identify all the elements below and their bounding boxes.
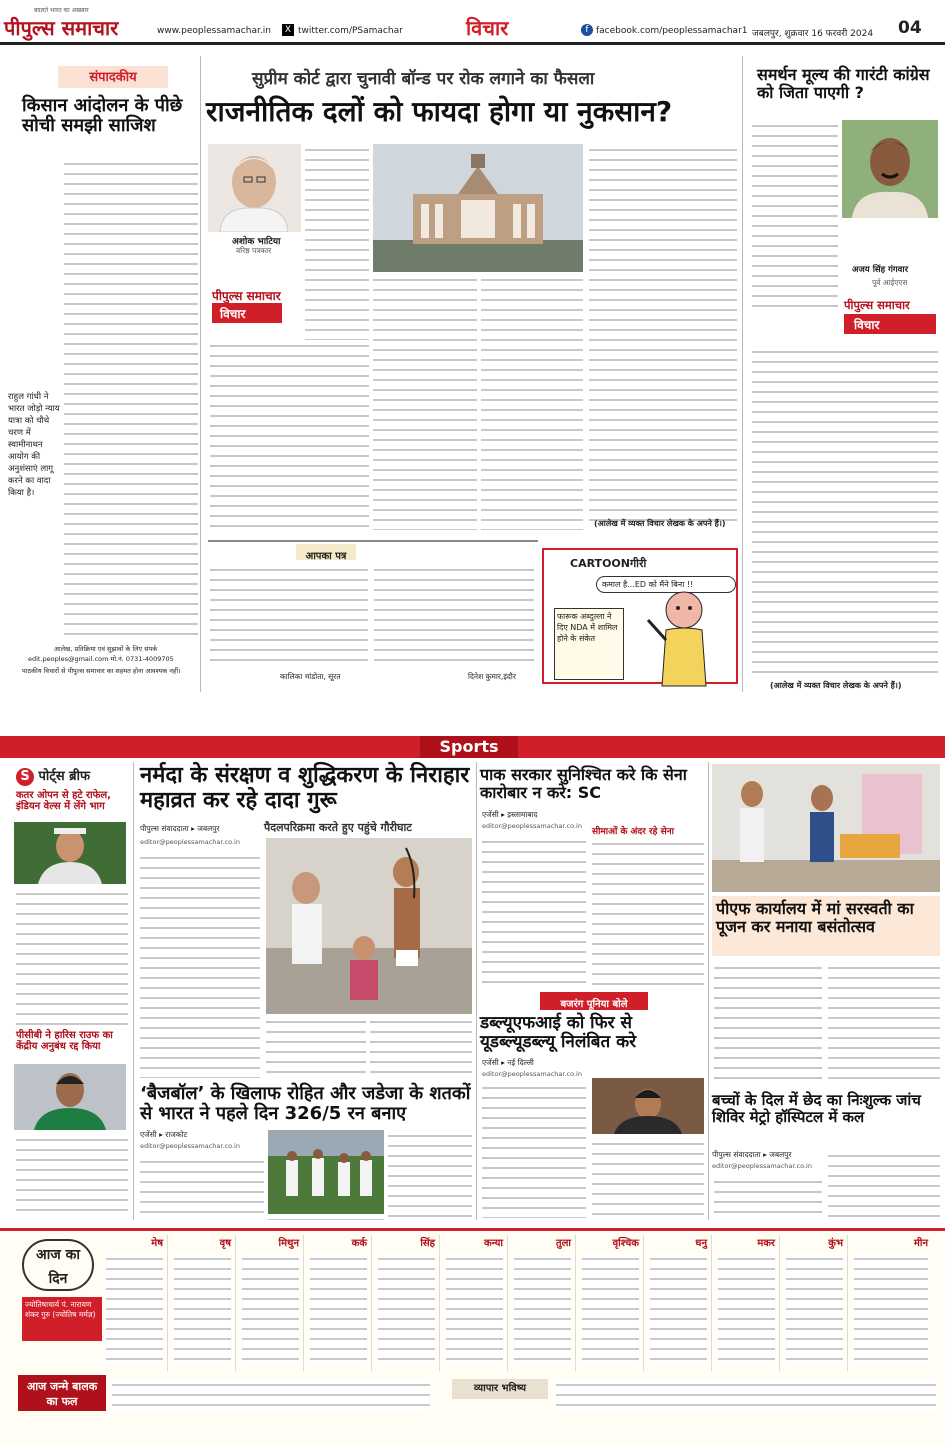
editorial-tag-text: संपादकीय [89,70,137,85]
zodiac-sign [104,1235,168,1371]
narmada-title: नर्मदा के संरक्षण व शुद्धिकरण के निराहार महाव्रत कर रहे दादा गुरू [140,763,470,813]
cartoon-figure [644,590,734,690]
right-author-photo [842,120,938,218]
bajrang-image [592,1078,704,1134]
editorial-contact[interactable]: edit.peoples@gmail.com मो.नं. 0731-4009705 [28,655,174,663]
narmada-col2 [266,1016,366,1078]
wfi-email[interactable]: editor@peoplessamachar.co.in [482,1070,582,1078]
lead-col4 [589,144,737,529]
pak-byline: एजेंसी ▸ इस्लामाबाद [482,810,538,819]
editorial-column [8,56,198,690]
zodiac-text [310,1253,367,1365]
zodiac-sign [172,1235,236,1371]
cartoon-title: CARTOONगीरी [570,557,647,570]
zodiac-label: मिथुन [278,1238,299,1249]
zodiac-label: कुंभ [828,1238,843,1249]
wfi-label: बजरंग पूनिया बोले [560,999,628,1010]
sports-brief-logo [16,766,90,786]
horoscope-title-box [22,1239,94,1291]
zodiac-label: कर्क [351,1238,367,1249]
brief-title: कतर ओपन से हटे राफेल, इंडियन वेल्स में लेंगे भाग [16,790,111,813]
right-body-top [752,120,838,310]
page-number: 04 [898,18,922,38]
cartoon-box [542,548,738,684]
facebook-icon: f [581,24,593,36]
twitter-icon: X [282,24,294,36]
narmada-byline-name: पीपुल्स संवाददाता [140,824,189,833]
pak-city: इस्लामाबाद [507,810,538,819]
zodiac-text [718,1253,775,1365]
nadal-image [14,822,126,884]
divider [708,762,709,1220]
cricket-image [268,1130,384,1214]
wfi-city: नई दिल्ली [507,1058,534,1067]
narmada-col3 [370,1016,472,1078]
zodiac-sign [648,1235,712,1371]
horoscope-lucky-text [112,1379,430,1411]
horoscope-author: ज्योतिषाचार्य पं. नारायण शंकर गुरु (ज्योतिष मर्मज्ञ) [22,1297,102,1341]
right-body-bottom [752,346,938,678]
zodiac-sign [580,1235,644,1371]
lead-col1 [305,144,369,340]
right-logo: पीपुल्स समाचार [844,298,910,312]
cricket-byline-name: एजेंसी [140,1130,157,1139]
supreme-court-photo [373,144,583,272]
sports-brief-label: पोर्ट्स ब्रीफ [38,769,90,784]
logo: पीपुल्स समाचार [4,16,119,40]
right-author-name: अजय सिंह गंगवार [852,265,909,275]
lead-author-name: अशोक भाटिया [232,237,281,247]
cricket-photo [268,1130,384,1214]
business-text [556,1379,936,1411]
letter-2 [374,564,534,668]
metro-col2 [828,1150,940,1218]
right-author-role: पूर्व आईएएस [872,278,908,287]
city-date: जबलपुर, शुक्रवार 16 फरवरी 2024 [752,29,874,39]
cricket-col1 [140,1156,264,1218]
lead-logo: पीपुल्स समाचार [212,289,281,303]
pak-title: पाक सरकार सुनिश्चित करे कि सेना कारोबार न करे: SC [480,765,687,802]
zodiac-text [514,1253,571,1365]
pcb-body [16,1134,128,1218]
lead-kicker: सुप्रीम कोर्ट द्वारा चुनावी बॉन्ड पर रोक लगाने का फैसला [252,69,595,89]
lead-col2 [373,274,477,530]
horoscope-strip [0,1228,945,1445]
pcb-title: पीसीबी ने हारिस राउफ का केंद्रीय अनुबंध रद्द किया [16,1030,113,1053]
narmada-byline: पीपुल्स संवाददाता ▸ जबलपुर [140,824,220,833]
lead-col1b [210,340,369,530]
zodiac-text [446,1253,503,1365]
narmada-image [266,838,472,1014]
lead-logo-box [206,285,304,327]
zodiac-sign [376,1235,440,1371]
editorial-title: किसान आंदोलन के पीछे सोची समझी साजिश [22,95,183,137]
wfi-byline-name: एजेंसी [482,1058,499,1067]
letters-title: आपका पत्र [305,551,347,562]
narmada-city: जबलपुर [197,824,220,833]
cartoon-speech: कमाल है...ED को मैंने बिना !! [596,576,736,593]
pak-col2 [592,838,704,986]
sports-band [0,736,945,758]
wfi-title: डब्ल्यूएफआई को फिर से यूडब्ल्यूडब्ल्यू निलंबित करे [480,1013,637,1053]
metro-city: जबलपुर [769,1150,792,1159]
letters-box [208,540,538,685]
facebook-handle[interactable]: facebook.com/peoplessamachar1 [596,26,748,36]
cartoon-board: फारूक अब्दुल्ला ने दिए NDA में शामिल होने के संकेत [554,608,624,680]
right-author-portrait [842,120,938,218]
right-title: समर्थन मूल्य की गारंटी कांग्रेस को जिता पाएगी ? [757,65,930,102]
metro-byline: पीपुल्स संवाददाता ▸ जबलपुर [712,1150,792,1159]
business-label: व्यापार भविष्य [452,1379,548,1399]
editorial-side-quote: राहुल गांधी ने भारत जोड़ो न्याय यात्रा को चौथे चरण में स्वामीनाथन आयोग की अनुशंसाएं लागू करने का वादा किया है। [8,392,60,498]
nadal-photo [14,822,126,884]
pf-col1 [714,962,822,1082]
zodiac-sign [512,1235,576,1371]
cricket-email[interactable]: editor@peoplessamachar.co.in [140,1142,240,1150]
zodiac-sign [444,1235,508,1371]
editorial-contact-title: आलेख, प्रतिक्रिया एवं सुझावों के लिए संपर्क [54,645,158,653]
zodiac-sign [784,1235,848,1371]
metro-title: बच्चों के दिल में छेद का निःशुल्क जांच शिविर मेट्रो हॉस्पिटल में कल [712,1091,921,1126]
narmada-col1 [140,852,260,1078]
editorial-tag [58,66,168,88]
supreme-court-image [373,144,583,272]
metro-col1 [714,1176,822,1218]
cricket-col2 [268,1214,384,1220]
lead-col3 [481,274,583,530]
zodiac-text [242,1253,299,1365]
pf-image [712,764,940,892]
horoscope-title: आज का दिन [36,1247,80,1287]
zodiac-text [650,1253,707,1365]
wfi-col1 [482,1082,586,1218]
pak-byline-name: एजेंसी [482,810,499,819]
divider [476,762,477,1220]
zodiac-label: वृश्चिक [612,1238,639,1249]
zodiac-sign [240,1235,304,1371]
zodiac-label: मेष [151,1238,163,1249]
right-note: (आलेख में व्यक्त विचार लेखक के अपने हैं।) [770,681,902,690]
twitter-handle[interactable]: twitter.com/PSamachar [298,26,403,36]
divider [200,56,201,692]
logo-tag: बदलते भारत का अखबार [34,7,89,14]
divider [133,762,134,1220]
narmada-photo [266,838,472,1014]
divider [742,56,743,692]
cricket-byline: एजेंसी ▸ राजकोट [140,1130,188,1139]
rauf-image [14,1064,126,1130]
lead-section-badge: विचार [212,303,282,323]
lead-author-role: वरिष्ठ पत्रकार [236,246,272,255]
pak-email[interactable]: editor@peoplessamachar.co.in [482,822,582,830]
pf-col2 [828,962,940,1082]
pf-photo [712,764,940,892]
lead-note: (आलेख में व्यक्त विचार लेखक के अपने हैं।) [594,519,726,528]
masthead-rule [0,42,945,45]
zodiac-label: सिंह [420,1238,435,1249]
editorial-body [64,158,198,638]
zodiac-label: तुला [555,1238,571,1249]
zodiac-label: वृष [219,1238,231,1249]
pak-subtitle: सीमाओं के अंदर रहे सेना [592,827,674,837]
author-portrait [208,144,301,232]
horoscope-lucky-label: आज जन्मे बालक का फल [18,1375,106,1411]
narmada-email[interactable]: editor@peoplessamachar.co.in [140,838,240,846]
zodiac-text [854,1253,928,1365]
zodiac-label: मकर [757,1238,775,1249]
zodiac-row [104,1235,944,1371]
pf-title-box [712,896,940,956]
zodiac-label: धनु [695,1238,707,1249]
sports-s-icon: S [16,768,34,786]
letters-title-box [296,544,356,560]
zodiac-text [106,1253,163,1365]
author-photo [208,144,301,232]
zodiac-sign [852,1235,932,1371]
brief-body [16,888,128,1026]
cricket-title: ‘बैजबॉल’ के खिलाफ रोहित और जडेजा के शतकों से भारत ने पहले दिन 326/5 रन बनाए [140,1083,471,1125]
zodiac-label: कन्या [483,1238,503,1249]
zodiac-sign [716,1235,780,1371]
pf-title: पीएफ कार्यालय में मां सरस्वती का पूजन कर मनाया बसंतोत्सव [716,899,914,936]
section-title: विचार [466,16,509,40]
right-section-badge: विचार [844,314,936,334]
zodiac-text [582,1253,639,1365]
metro-byline-name: पीपुल्स संवाददाता [712,1150,761,1159]
zodiac-sign [308,1235,372,1371]
pak-col1 [482,836,586,986]
wfi-label-box [540,992,648,1010]
wfi-byline: एजेंसी ▸ नई दिल्ली [482,1058,534,1067]
cricket-city: राजकोट [165,1130,188,1139]
letter-2-sign: दिनेश कुमार,इंदौर [468,672,516,681]
letter-1 [210,564,368,668]
lead-title: राजनीतिक दलों को फायदा होगा या नुकसान? [206,95,673,128]
cricket-col3 [388,1130,472,1218]
metro-email[interactable]: editor@peoplessamachar.co.in [712,1162,812,1170]
masthead [0,0,945,44]
zodiac-label: मीन [913,1238,928,1249]
zodiac-text [174,1253,231,1365]
right-logo-box [842,296,938,340]
narmada-subtitle: पैदलपरिक्रमा करते हुए पहुंचे गौरीघाट [264,821,412,834]
bajrang-photo [592,1078,704,1134]
letter-1-sign: कालिका मांडोता, सूरत [280,672,341,681]
editorial-note: पाठकीय विचारों से पीपुल्स समाचार का सहमत होना आवश्यक नहीं। [22,667,181,675]
website[interactable]: www.peoplessamachar.in [157,26,271,36]
zodiac-text [786,1253,843,1365]
sports-band-label: Sports [420,736,518,758]
rauf-photo [14,1064,126,1130]
wfi-col2 [592,1138,704,1218]
zodiac-text [378,1253,435,1365]
